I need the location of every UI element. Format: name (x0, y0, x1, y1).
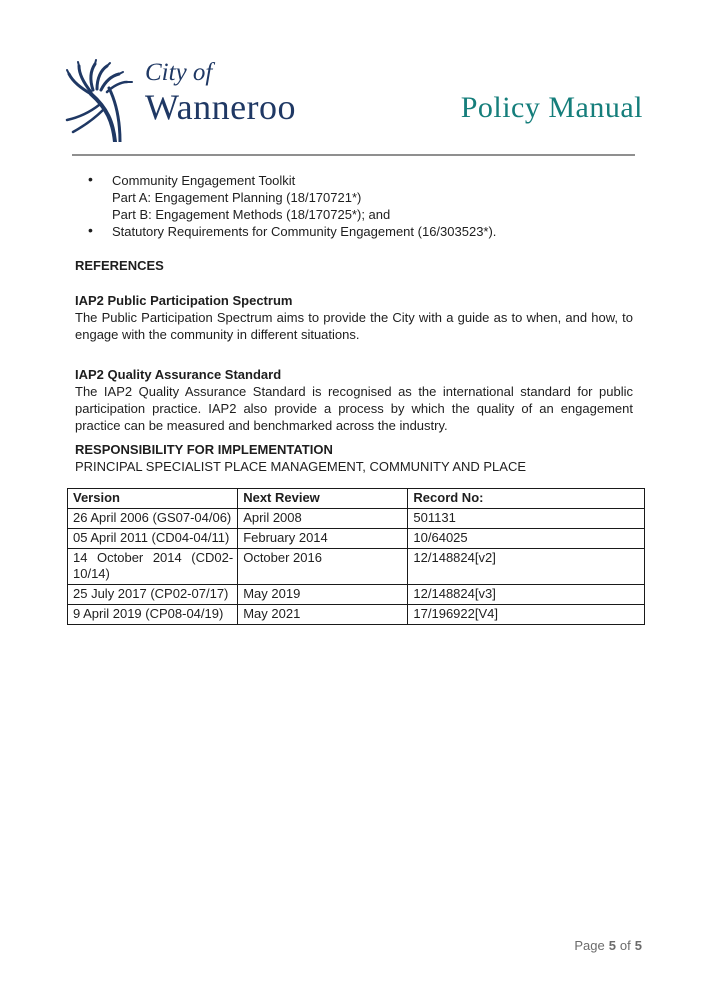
section-body: The Public Participation Spectrum aims to provide the City with a guide as to when, and how, to engage with the community in different situations. (75, 310, 633, 342)
logo-wordmark (145, 58, 296, 125)
history-table-cell: 25 July 2017 (CP02-07/17) (68, 585, 238, 605)
history-table-cell: October 2016 (238, 549, 408, 585)
history-table-cell: 05 April 2011 (CD04-04/11) (68, 529, 238, 549)
section-body: PRINCIPAL SPECIALIST PLACE MANAGEMENT, COMMUNITY AND PLACE (75, 459, 527, 474)
history-table-cell: February 2014 (238, 529, 408, 549)
section-heading: RESPONSIBILITY FOR IMPLEMENTATION (75, 442, 333, 457)
history-table-cell: 12/148824[v2] (408, 549, 645, 585)
bullet-line: Statutory Requirements for Community Engagement (16/303523*). (112, 224, 497, 239)
history-table-header-cell: Record No: (408, 489, 645, 509)
history-table-header-row (68, 489, 645, 509)
kangaroo-paw-icon (63, 58, 143, 142)
history-table-cell: 9 April 2019 (CP08-04/19) (68, 605, 238, 625)
history-table-row (68, 509, 645, 529)
section-heading: IAP2 Quality Assurance Standard (75, 367, 282, 382)
history-table-cell: 17/196922[V4] (408, 605, 645, 625)
history-table-cell: 14 October 2014 (CD02-10/14) (68, 549, 238, 585)
section-iap2-quality-assurance (75, 366, 633, 434)
city-of-wanneroo-logo (67, 58, 296, 142)
footer-of-label: of (619, 938, 631, 953)
history-table-body (68, 509, 645, 625)
history-table-cell: April 2008 (238, 509, 408, 529)
history-table-row (68, 529, 645, 549)
section-references (75, 257, 633, 274)
history-table-cell: 12/148824[v3] (408, 585, 645, 605)
footer-current-page: 5 (608, 938, 616, 953)
footer-page-label: Page (574, 938, 605, 953)
page-title: Policy Manual (460, 91, 643, 124)
section-iap2-spectrum (75, 292, 633, 343)
history-table-cell: May 2021 (238, 605, 408, 625)
page-header (67, 58, 645, 142)
history-table-row (68, 605, 645, 625)
bullet-item (75, 172, 633, 223)
bullet-line: Community Engagement Toolkit (112, 173, 296, 188)
logo-wanneroo: Wanneroo (145, 87, 297, 127)
bullet-list (75, 172, 633, 240)
history-table-cell: May 2019 (238, 585, 408, 605)
section-body: The IAP2 Quality Assurance Standard is recognised as the international standard for public participation practice. IAP2 also provide a process by which the quality of an engagement practice can be measured and benchmarked across the industry. (75, 384, 633, 433)
history-table-header-cell: Next Review (238, 489, 408, 509)
bullet-line: Part B: Engagement Methods (18/170725*); and (112, 207, 391, 222)
bullet-icon: • (88, 222, 93, 238)
logo-city-of: City of (145, 59, 213, 86)
bullet-item (75, 223, 633, 240)
history-table-row (68, 549, 645, 585)
history-table-cell: 501131 (408, 509, 645, 529)
page-number-footer (574, 938, 642, 953)
version-history-table (67, 488, 645, 625)
history-table-row (68, 585, 645, 605)
footer-total-pages: 5 (634, 938, 642, 953)
history-table-header-cell: Version (68, 489, 238, 509)
section-heading: IAP2 Public Participation Spectrum (75, 293, 293, 308)
bullet-icon: • (88, 171, 93, 187)
history-table-cell: 10/64025 (408, 529, 645, 549)
history-table-cell: 26 April 2006 (GS07-04/06) (68, 509, 238, 529)
bullet-line: Part A: Engagement Planning (18/170721*) (112, 190, 362, 205)
section-heading: REFERENCES (75, 258, 164, 273)
header-divider (72, 154, 635, 156)
section-responsibility (75, 441, 633, 475)
